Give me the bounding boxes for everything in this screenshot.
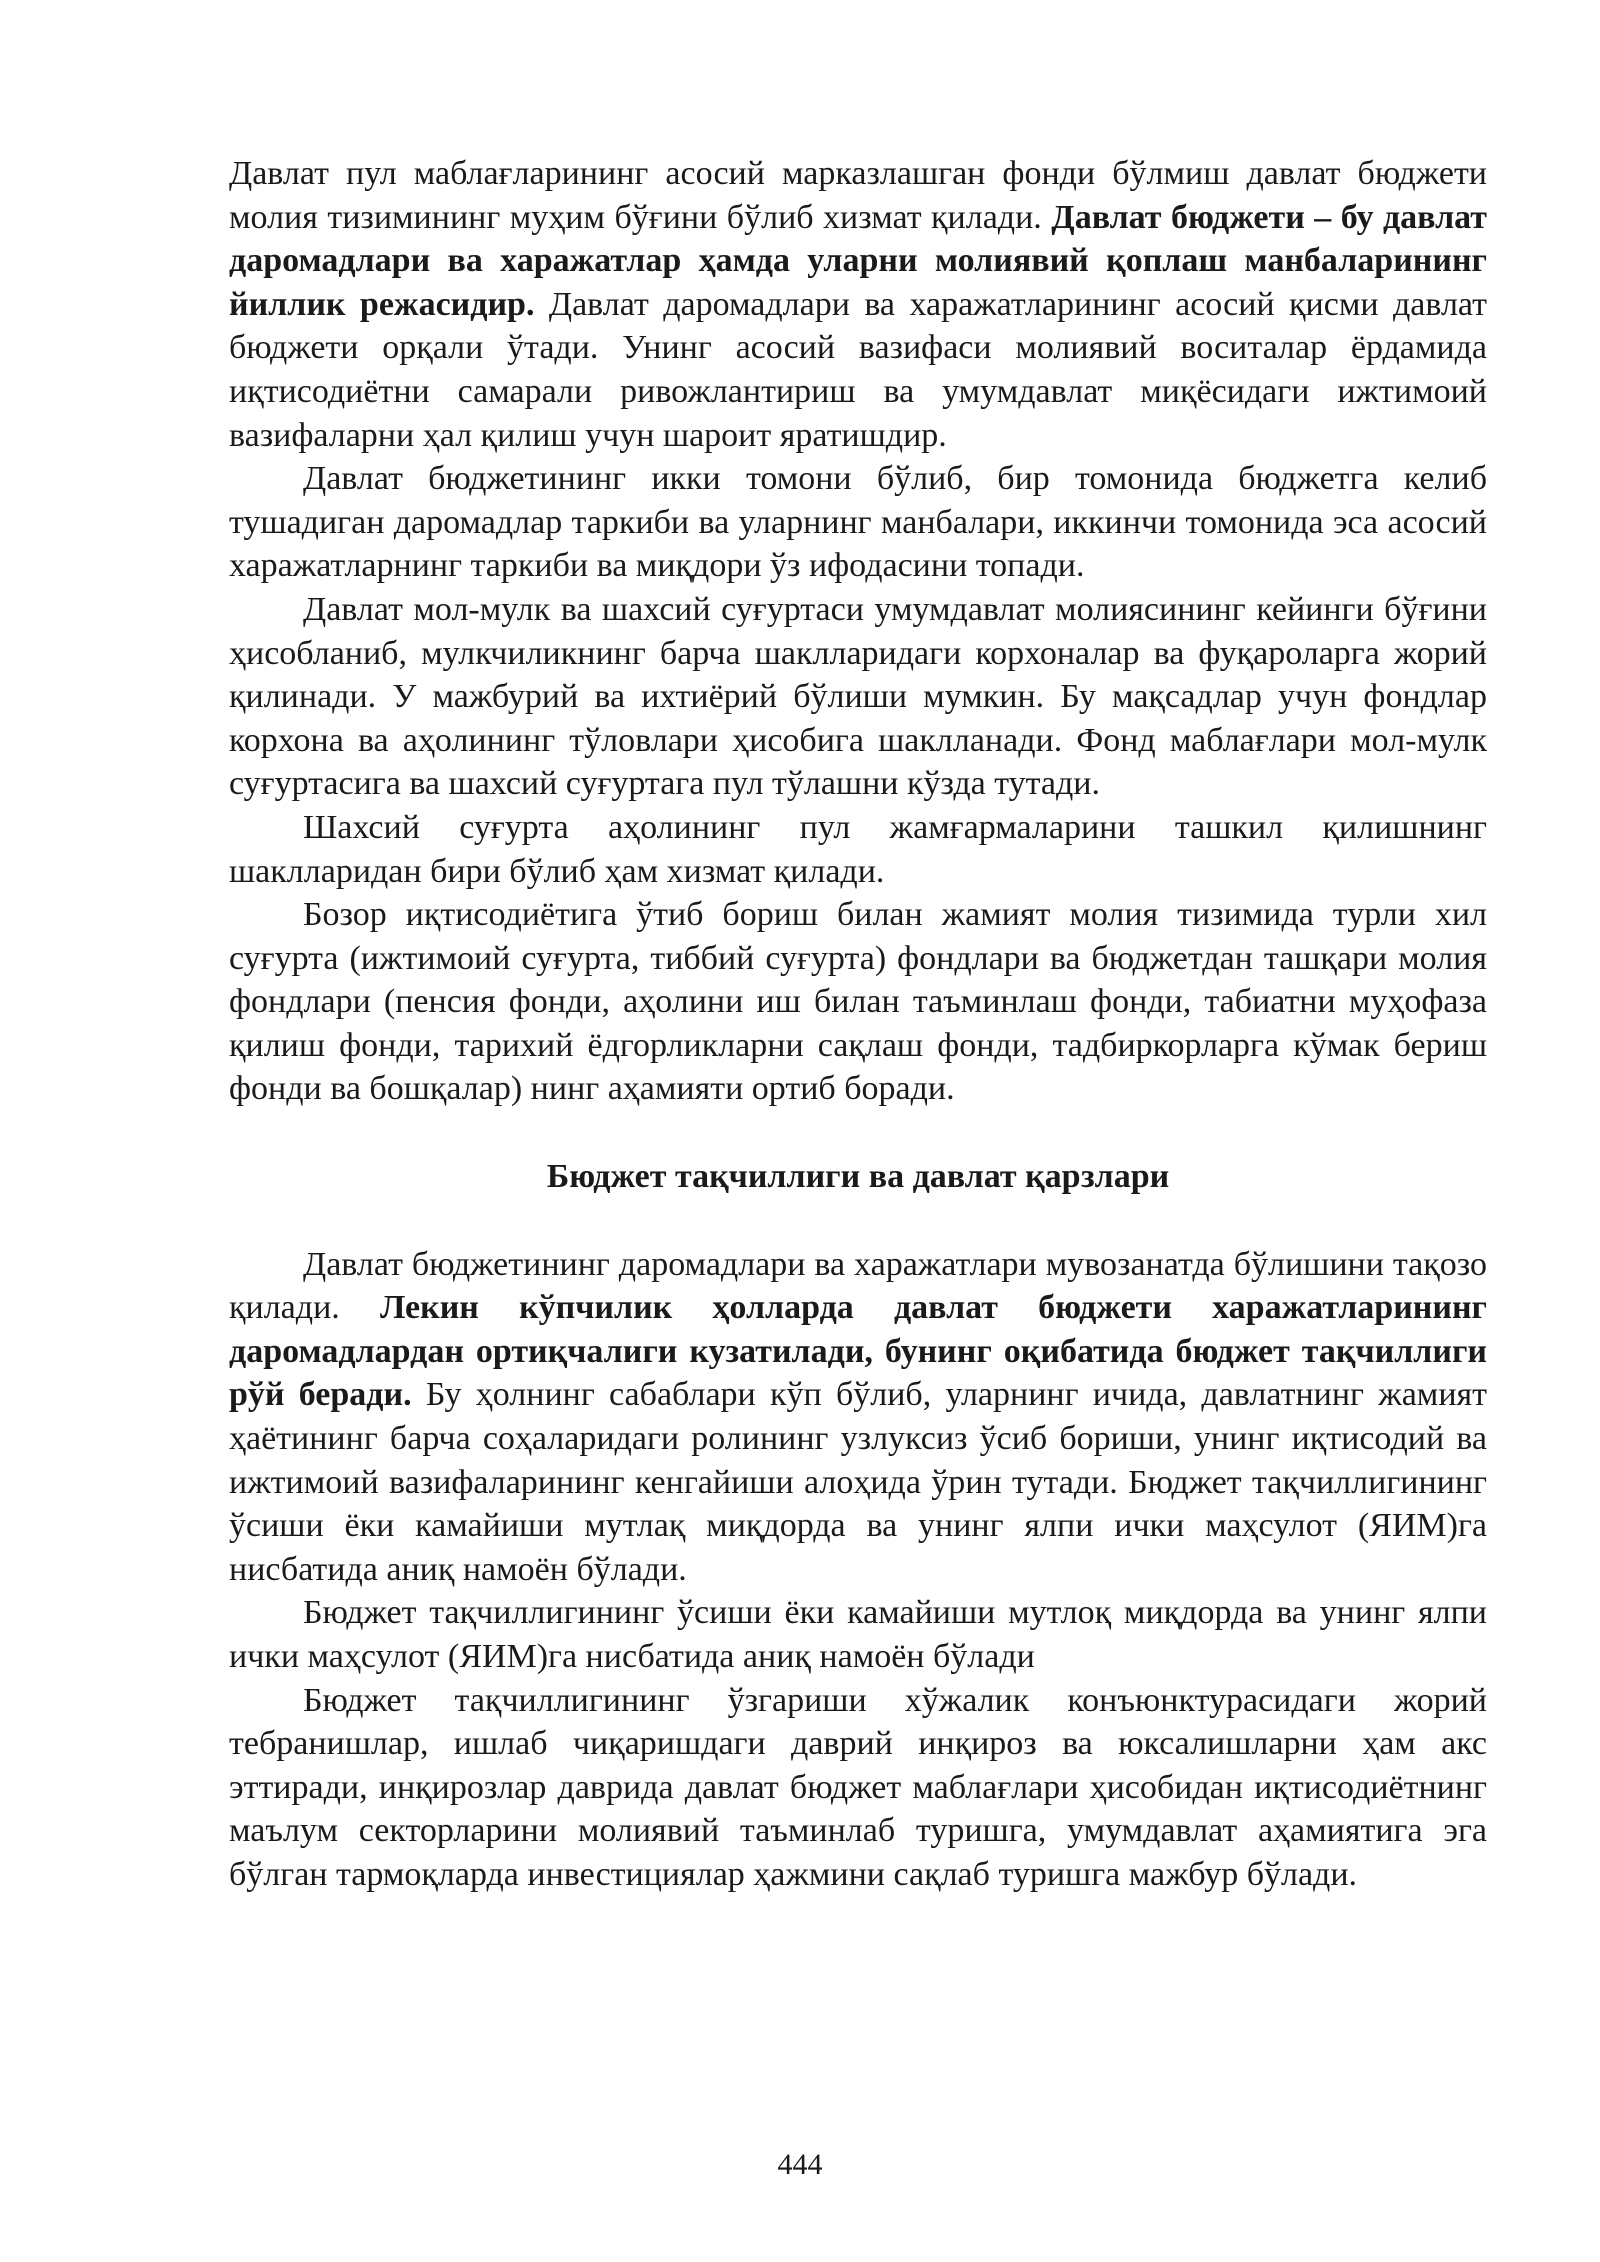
paragraph-7 xyxy=(229,1591,1487,1678)
paragraph-text: Давлат бюджетининг даромадлари ва харажатлари мувозанатда бўлишини тақозо қилади. xyxy=(229,1245,1487,1327)
paragraph-2 xyxy=(229,457,1487,588)
paragraphs-top xyxy=(229,152,1487,1111)
paragraph-8 xyxy=(229,1679,1487,1897)
section-heading: Бюджет тақчиллиги ва давлат қарзлари xyxy=(546,1158,1170,1196)
emphasis-bold-text: Лекин кўпчилик ҳолларда давлат бюджети харажатларининг даромадлардан ортиқчалиги кузатилади, бунинг оқибатида бюджет тақчиллиги рўй беради. xyxy=(229,1289,1488,1414)
document-page xyxy=(229,152,1487,1897)
paragraph-text: Давлат пул маблағларининг асосий марказлашган фонди бўлмиш давлат бюджети молия тизимининг муҳим бўғини бўлиб хизмат қилади. xyxy=(229,155,1487,236)
paragraph-1 xyxy=(229,152,1487,457)
paragraph-text: Шахсий суғурта аҳолининг пул жамғармаларини ташкил қилишнинг шаклларидан бири бўлиб ҳам хизмат қилади. xyxy=(229,808,1487,890)
paragraph-text: Бозор иқтисодиётига ўтиб бориш билан жамият молия тизимида турли хил суғурта (ижтимоий суғурта, тиббий суғурта) фондлари ва бюджетдан ташқари молия фондлари (пенсия фонди, аҳолини иш билан таъминлаш фонди, табиатни муҳофаза қилиш фонди, тарихий ёдгорликларни сақлаш фонди, тадбиркорларга кўмак бериш фонди ва бошқалар) нинг аҳамияти ортиб боради. xyxy=(229,896,1487,1108)
page-number: 444 xyxy=(777,2148,823,2181)
paragraph-text: Бу ҳолнинг сабаблари кўп бўлиб, уларнинг ичида, давлатнинг жамият ҳаётининг барча соҳаларидаги ролининг узлуксиз ўсиб бориши, унинг иқтисодий ва ижтимоий вазифаларининг кенгайиши алоҳида ўрин тутади. Бюджет тақчиллигининг ўсиши ёки камайиши мутлақ миқдорда ва унинг ялпи ички маҳсулот (ЯИМ)га нисбатида аниқ намоён бўлади. xyxy=(229,1376,1488,1588)
paragraphs-bottom xyxy=(229,1243,1487,1897)
paragraph-6 xyxy=(229,1243,1487,1592)
paragraph-text: Давлат мол-мулк ва шахсий суғуртаси умумдавлат молиясининг кейинги бўғини ҳисобланиб, мулкчиликнинг барча шаклларидаги корхоналар ва фуқароларга жорий қилинади. У мажбурий ва ихтиёрий бўлиши мумкин. Бу мақсадлар учун фондлар корхона ва аҳолининг тўловлари ҳисобига шаклланади. Фонд маблағлари мол-мулк суғуртасига ва шахсий суғуртага пул тўлашни кўзда тутади. xyxy=(229,590,1487,803)
paragraph-text: Давлат бюджетининг икки томони бўлиб, бир томонида бюджетга келиб тушадиган даромадлар таркиби ва уларнинг манбалари, иккинчи томонида эса асосий харажатларнинг таркиби ва миқдори ўз ифодасини топади. xyxy=(229,460,1487,585)
paragraph-text: Бюджет тақчиллигининг ўсиши ёки камайиши мутлоқ миқдорда ва унинг ялпи ички маҳсулот (ЯИМ)га нисбатида аниқ намоён бўлади xyxy=(229,1594,1487,1675)
paragraph-3 xyxy=(229,588,1487,806)
paragraph-5 xyxy=(229,893,1487,1111)
paragraph-text: Давлат даромадлари ва харажатларининг асосий қисми давлат бюджети орқали ўтади. Унинг асосий вазифаси молиявий воситалар ёрдамида иқтисодиётни самарали ривожлантириш ва умумдавлат миқёсидаги ижтимоий вазифаларни ҳал қилиш учун шароит яратишдир. xyxy=(229,285,1487,454)
definition-bold-text: Давлат бюджети – бу давлат даромадлари ва харажатлар ҳамда уларни молиявий қоплаш манбаларининг йиллик режасидир. xyxy=(229,198,1487,323)
paragraph-text: Бюджет тақчиллигининг ўзгариши хўжалик конъюнктурасидаги жорий тебранишлар, ишлаб чиқаришдаги даврий инқироз ва юксалишларни ҳам акс эттиради, инқирозлар даврида давлат бюджет маблағлари ҳисобидан иқтисодиётнинг маълум секторларини молиявий таъминлаб туришга, умумдавлат аҳамиятига эга бўлган тармоқларда инвестициялар ҳажмини сақлаб туришга мажбур бўлади. xyxy=(229,1681,1487,1893)
paragraph-4 xyxy=(229,806,1487,893)
